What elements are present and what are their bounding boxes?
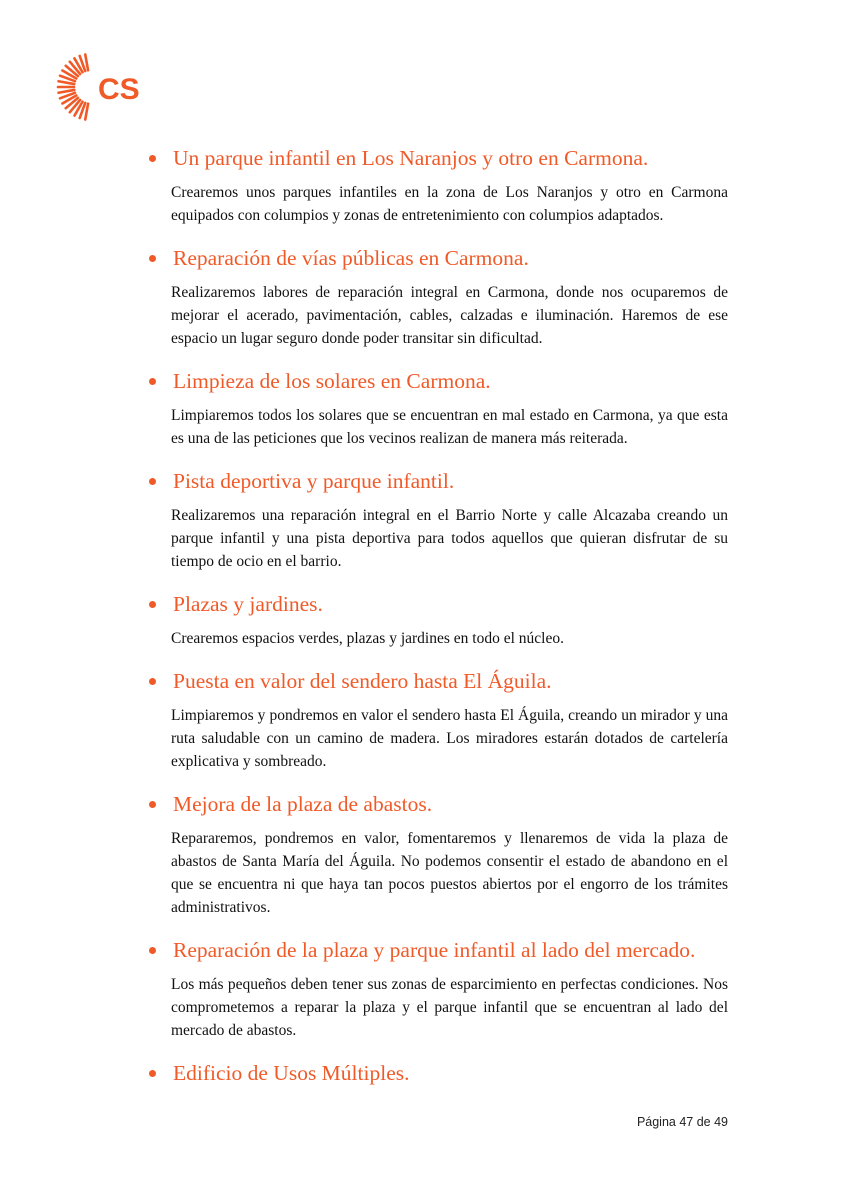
proposal-list (147, 143, 728, 1088)
item-body: Realizaremos una reparación integral en el Barrio Norte y calle Alcazaba creando un parque infantil y una pista deportiva para todos aquellos que quieran disfrutar de su tiempo de ocio en el barrio. (171, 507, 728, 570)
item-title: Reparación de la plaza y parque infantil al lado del mercado. (173, 938, 696, 962)
logo-ray (85, 104, 88, 120)
item-heading (147, 935, 728, 965)
bullet-icon (149, 601, 156, 608)
bullet-icon (149, 678, 156, 685)
item-heading (147, 143, 728, 173)
cs-logo (55, 52, 165, 122)
cs-logo-graphic (55, 52, 165, 122)
bullet-icon (149, 255, 156, 262)
bullet-icon (149, 1070, 156, 1077)
bullet-icon (149, 947, 156, 954)
list-item (147, 366, 728, 450)
item-heading (147, 466, 728, 496)
bullet-icon (149, 155, 156, 162)
bullet-icon (149, 801, 156, 808)
item-title: Reparación de vías públicas en Carmona. (173, 246, 529, 270)
item-body: Crearemos espacios verdes, plazas y jardines en todo el núcleo. (171, 630, 564, 647)
item-heading (147, 243, 728, 273)
logo-ray (59, 81, 75, 84)
item-body: Limpiaremos y pondremos en valor el sendero hasta El Águila, creando un mirador y una ruta saludable con un camino de madera. Los miradores estarán dotados de cartelería explicativa y sombreado. (171, 707, 728, 770)
item-body: Crearemos unos parques infantiles en la zona de Los Naranjos y otro en Carmona equipados con columpios y zonas de entretenimiento con columpios adaptados. (171, 184, 728, 224)
list-item (147, 1058, 728, 1088)
list-item (147, 143, 728, 227)
list-item (147, 935, 728, 1042)
item-heading (147, 666, 728, 696)
list-item (147, 589, 728, 650)
list-item (147, 666, 728, 773)
logo-ray (85, 55, 88, 71)
item-heading (147, 589, 728, 619)
sunburst-rays-icon (58, 55, 88, 120)
item-body: Los más pequeños deben tener sus zonas de esparcimiento en perfectas condiciones. Nos comprometemos a reparar la plaza y el parque infantil que se encuentran al lado del mercado de abastos. (171, 976, 728, 1039)
item-body: Limpiaremos todos los solares que se encuentran en mal estado en Carmona, ya que esta es una de las peticiones que los vecinos realizan de manera más reiterada. (171, 407, 728, 447)
item-heading (147, 1058, 728, 1088)
item-title: Puesta en valor del sendero hasta El Águila. (173, 669, 552, 693)
item-title: Mejora de la plaza de abastos. (173, 792, 433, 816)
item-title: Edificio de Usos Múltiples. (173, 1061, 410, 1085)
item-title: Pista deportiva y parque infantil. (173, 469, 455, 493)
item-heading (147, 789, 728, 819)
item-title: Limpieza de los solares en Carmona. (173, 369, 491, 393)
logo-text: CS (98, 73, 140, 106)
bullet-icon (149, 478, 156, 485)
item-body: Repararemos, pondremos en valor, fomentaremos y llenaremos de vida la plaza de abastos de Santa María del Águila. No podemos consentir el estado de abandono en el que se encuentra ni que haya tan pocos puestos abiertos por el engorro de los trámites administrativos. (171, 830, 728, 916)
logo-ray (59, 90, 75, 93)
page-number: Página 47 de 49 (636, 1115, 728, 1129)
item-title: Plazas y jardines. (173, 592, 323, 616)
list-item (147, 466, 728, 573)
list-item (147, 789, 728, 919)
item-heading (147, 366, 728, 396)
bullet-icon (149, 378, 156, 385)
item-title: Un parque infantil en Los Naranjos y otro en Carmona. (173, 146, 649, 170)
item-body: Realizaremos labores de reparación integral en Carmona, donde nos ocuparemos de mejorar el acerado, pavimentación, cables, calzadas e iluminación. Haremos de ese espacio un lugar seguro donde poder transitar sin dificultad. (171, 284, 728, 347)
list-item (147, 243, 728, 350)
